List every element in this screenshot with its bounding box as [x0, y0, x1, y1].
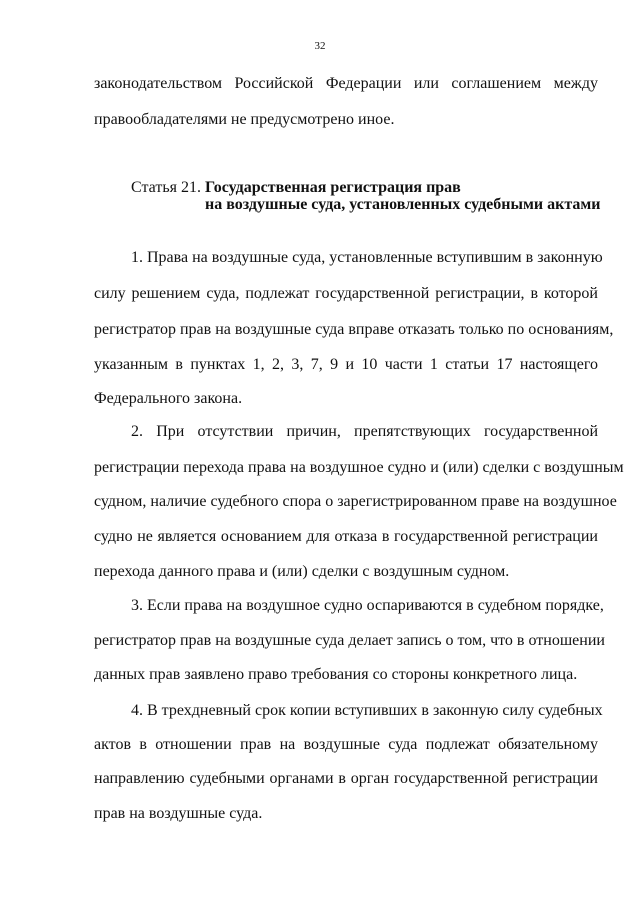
intro-line-1: законодательством Российской Федерации или соглашением между	[94, 75, 598, 92]
paragraph-4-line-4: прав на воздушные суда.	[94, 805, 263, 822]
paragraph-1-line-5: Федерального закона.	[94, 390, 243, 407]
paragraph-1-line-1: 1. Права на воздушные суда, установленные вступившим в законную	[131, 249, 603, 266]
paragraph-3-line-2: регистратор прав на воздушные суда делает запись о том, что в отношении	[94, 632, 605, 649]
paragraph-2-line-4: судно не является основанием для отказа в государственной регистрации	[94, 528, 598, 545]
paragraph-2-line-1: 2. При отсутствии причин, препятствующих государственной	[131, 423, 598, 440]
article-prefix: Статья 21.	[131, 179, 201, 196]
paragraph-2-line-5: перехода данного права и (или) сделки с воздушным судном.	[94, 563, 510, 580]
article-title-line-2: на воздушные суда, установленных судебными актами	[205, 196, 601, 213]
paragraph-4-line-3: направлению судебными органами в орган государственной регистрации	[94, 770, 598, 787]
page-number: 32	[314, 40, 326, 52]
paragraph-3-line-1: 3. Если права на воздушное судно оспариваются в судебном порядке,	[131, 597, 604, 614]
paragraph-4-line-2: актов в отношении прав на воздушные суда подлежат обязательному	[94, 736, 598, 753]
paragraph-2-line-3: судном, наличие судебного спора о зарегистрированном праве на воздушное	[94, 493, 617, 510]
paragraph-3-line-3: данных прав заявлено право требования со стороны конкретного лица.	[94, 666, 578, 683]
article-title-line-1: Государственная регистрация прав	[204, 179, 461, 196]
paragraph-2-line-2: регистрации перехода права на воздушное судно и (или) сделки с воздушным	[94, 459, 624, 476]
paragraph-1-line-3: регистратор прав на воздушные суда вправе отказать только по основаниям,	[94, 321, 614, 338]
paragraph-1-line-2: силу решением суда, подлежат государственной регистрации, в которой	[94, 285, 598, 302]
intro-line-2: правообладателями не предусмотрено иное.	[94, 111, 395, 128]
paragraph-4-line-1: 4. В трехдневный срок копии вступивших в законную силу судебных	[131, 702, 603, 719]
paragraph-1-line-4: указанным в пунктах 1, 2, 3, 7, 9 и 10 части 1 статьи 17 настоящего	[94, 356, 598, 373]
